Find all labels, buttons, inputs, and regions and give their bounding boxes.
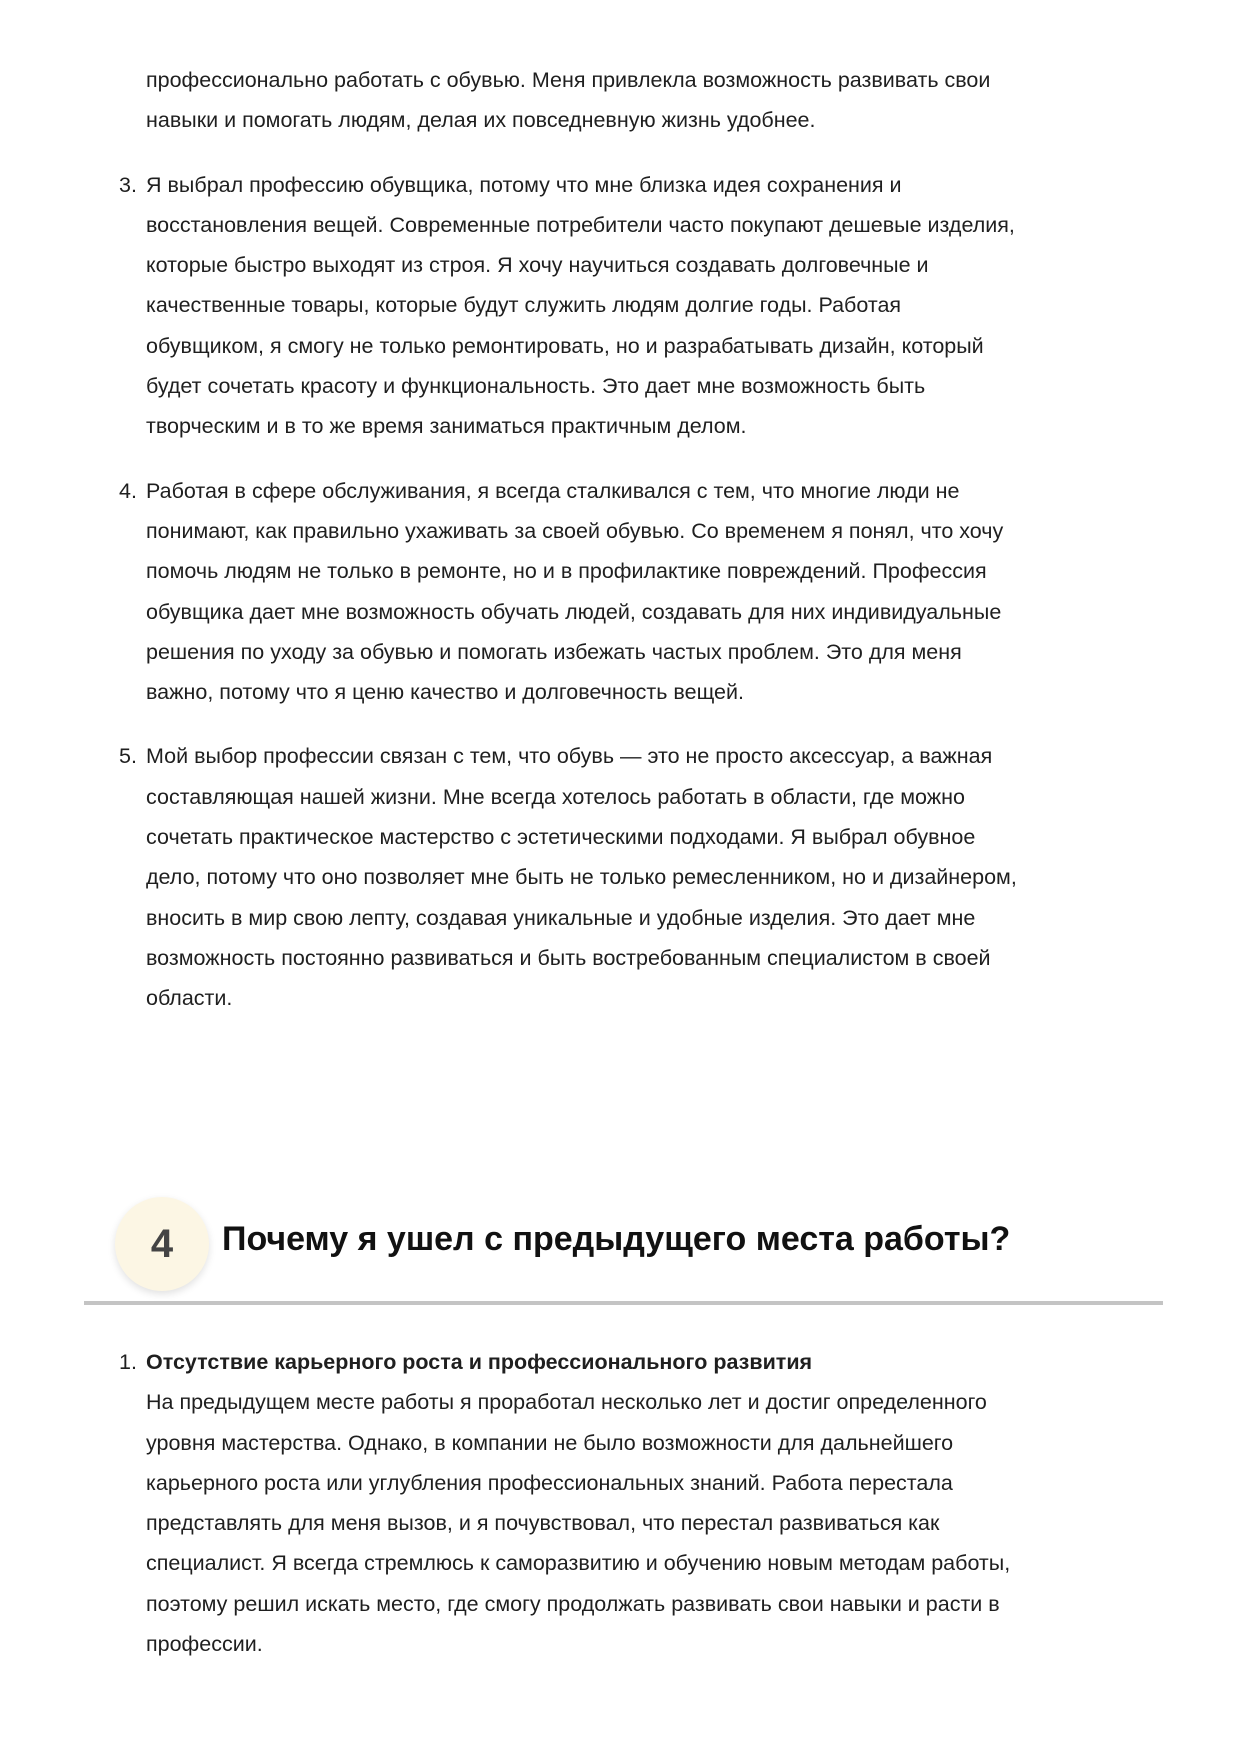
text-line: возможность постоянно развиваться и быть востребованным специалистом в своей: [146, 945, 991, 970]
text-line: специалист. Я всегда стремлюсь к саморазвитию и обучению новым методам работы,: [146, 1551, 1011, 1576]
text-line: профессии.: [146, 1632, 263, 1657]
item-title: Отсутствие карьерного роста и профессионального развития: [146, 1350, 813, 1374]
text-line: уровня мастерства. Однако, в компании не было возможности для дальнейшего: [146, 1430, 954, 1455]
text-line: области.: [146, 986, 233, 1011]
text-line: которые быстро выходят из строя. Я хочу научиться создавать долговечные и: [146, 253, 929, 278]
text-line: профессионально работать с обувью. Меня привлекла возможность развивать свои: [146, 68, 991, 92]
reasons-list: [119, 1342, 1176, 1664]
text-line: На предыдущем месте работы я проработал несколько лет и достиг определенного: [146, 1390, 987, 1415]
list-number: 1.: [119, 1350, 137, 1374]
list-item: [119, 471, 1176, 713]
text-line: навыки и помогать людям, делая их повседневную жизнь удобнее.: [146, 108, 816, 133]
text-line: важно, потому что я ценю качество и долговечность вещей.: [146, 680, 744, 705]
text-line: Мой выбор профессии связан с тем, что обувь — это не просто аксессуар, а важная: [146, 744, 993, 769]
text-line: понимают, как правильно ухаживать за своей обувью. Со временем я понял, что хочу: [146, 518, 1004, 543]
list-number: 4.: [119, 478, 137, 503]
list-number: 5.: [119, 744, 137, 769]
text-line: составляющая нашей жизни. Мне всегда хотелось работать в области, где можно: [146, 784, 965, 809]
list-item: [119, 1342, 1176, 1664]
text-line: обувщика дает мне возможность обучать людей, создавать для них индивидуальные: [146, 599, 1002, 624]
text-line: восстановления вещей. Современные потребители часто покупают дешевые изделия,: [146, 212, 1015, 237]
text-line: карьерного роста или углубления профессиональных знаний. Работа перестала: [146, 1470, 953, 1495]
list-item-continued: [146, 60, 1176, 141]
text-line: помочь людям не только в ремонте, но и в профилактике повреждений. Профессия: [146, 559, 987, 584]
section-title: Почему я ушел с предыдущего места работы?: [222, 1220, 1011, 1258]
text-line: сочетать практическое мастерство с эстетическими подходами. Я выбрал обувное: [146, 825, 976, 850]
text-line: Я выбрал профессию обувщика, потому что мне близка идея сохранения и: [146, 172, 902, 197]
section-number-badge: 4: [115, 1197, 209, 1291]
list-item: [119, 736, 1176, 1018]
text-line: представлять для меня вызов, и я почувствовал, что перестал развиваться как: [146, 1511, 940, 1536]
section-heading: [80, 1190, 1165, 1300]
text-line: творческим и в то же время заниматься практичным делом.: [146, 414, 747, 439]
list-item: [119, 165, 1176, 447]
text-line: обувщиком, я смогу не только ремонтировать, но и разрабатывать дизайн, который: [146, 333, 984, 358]
text-line: вносить в мир свою лепту, создавая уникальные и удобные изделия. Это дает мне: [146, 905, 976, 930]
text-line: качественные товары, которые будут служить людям долгие годы. Работая: [146, 293, 902, 318]
section-divider: [84, 1301, 1163, 1305]
text-line: решения по уходу за обувью и помогать избежать частых проблем. Это для меня: [146, 639, 962, 664]
text-line: будет сочетать красоту и функциональность. Это дает мне возможность быть: [146, 374, 926, 399]
text-line: поэтому решил искать место, где смогу продолжать развивать свои навыки и расти в: [146, 1591, 1000, 1616]
text-line: дело, потому что оно позволяет мне быть не только ремесленником, но и дизайнером,: [146, 865, 1017, 890]
answer-list: [119, 60, 1176, 1019]
text-line: Работая в сфере обслуживания, я всегда сталкивался с тем, что многие люди не: [146, 478, 960, 503]
list-number: 3.: [119, 172, 137, 197]
